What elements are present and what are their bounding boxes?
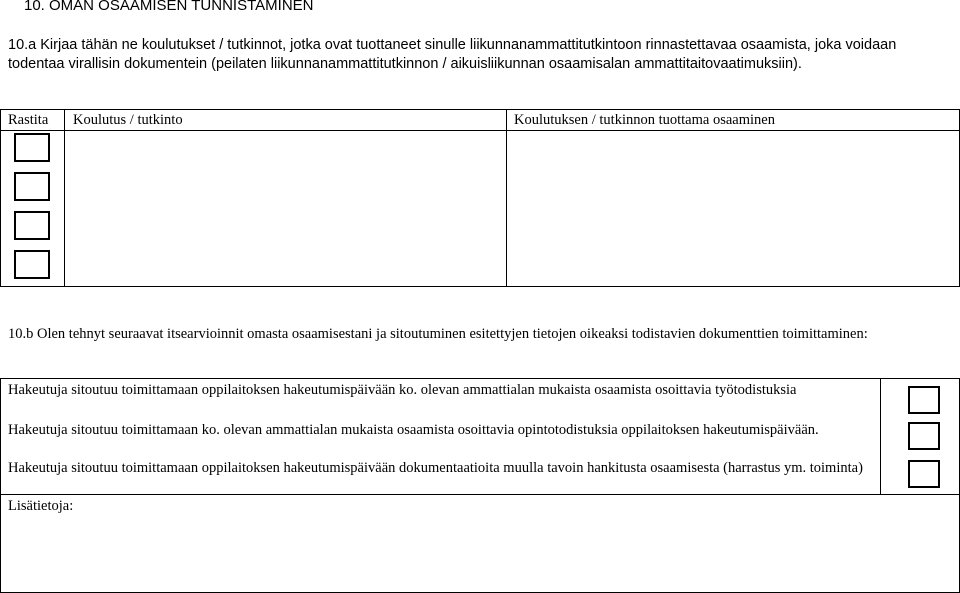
checkbox-training-1[interactable] bbox=[14, 133, 50, 162]
table-top-border bbox=[0, 109, 960, 110]
checkbox-study-certificates[interactable] bbox=[908, 422, 940, 450]
commitment-other-documentation: Hakeutuja sitoutuu toimittamaan oppilaitoksen hakeutumispäivään dokumentaatioita muulla tavoin hankitusta osaamisesta (harrastus ym. toiminta) bbox=[8, 460, 863, 476]
section-heading: 10. OMAN OSAAMISEN TUNNISTAMINEN bbox=[24, 0, 314, 14]
table-top-border bbox=[0, 378, 960, 379]
section-a-instructions: 10.a Kirjaa tähän ne koulutukset / tutkinnot, jotka ovat tuottaneet sinulle liikunnanammattitutkintoon rinnastettavaa osaamista, joka voidaan todentaa virallisin dokumentein (peilaten liikunnanammattitutkinnon / aikuisliikunnan osaamisalan ammattitaitovaatimuksiin). bbox=[8, 37, 897, 72]
additional-info-field[interactable] bbox=[2, 516, 958, 590]
checkbox-training-4[interactable] bbox=[14, 250, 50, 279]
column-header-competence: Koulutuksen / tutkinnon tuottama osaaminen bbox=[514, 112, 775, 128]
table-left-border bbox=[0, 109, 1, 287]
column-divider bbox=[506, 109, 507, 287]
checkbox-training-2[interactable] bbox=[14, 172, 50, 201]
table-left-border bbox=[0, 378, 1, 593]
section-b-instructions: 10.b Olen tehnyt seuraavat itsearvioinnit omasta osaamisestani ja sitoutuminen esitettyjen tietojen oikeaksi todistavien dokumenttien toimittaminen: bbox=[8, 326, 868, 342]
table-bottom-border bbox=[0, 286, 960, 287]
checkbox-other-documentation[interactable] bbox=[908, 460, 940, 488]
commitment-work-certificates: Hakeutuja sitoutuu toimittamaan oppilaitoksen hakeutumispäivään ko. olevan ammattialan mukaista osaamista osoittavia työtodistuksia bbox=[8, 382, 797, 398]
row-divider bbox=[0, 494, 960, 495]
column-header-check: Rastita bbox=[8, 112, 49, 128]
column-divider bbox=[880, 378, 881, 494]
column-header-training: Koulutus / tutkinto bbox=[73, 112, 183, 128]
column-divider bbox=[64, 109, 65, 287]
checkbox-training-3[interactable] bbox=[14, 211, 50, 240]
additional-info-label: Lisätietoja: bbox=[8, 498, 74, 514]
table-header-border bbox=[0, 130, 960, 131]
checkbox-work-certificates[interactable] bbox=[908, 386, 940, 414]
commitment-study-certificates: Hakeutuja sitoutuu toimittamaan ko. olevan ammattialan mukaista osaamista osoittavia opintotodistuksia oppilaitoksen hakeutumispäivään. bbox=[8, 422, 819, 438]
